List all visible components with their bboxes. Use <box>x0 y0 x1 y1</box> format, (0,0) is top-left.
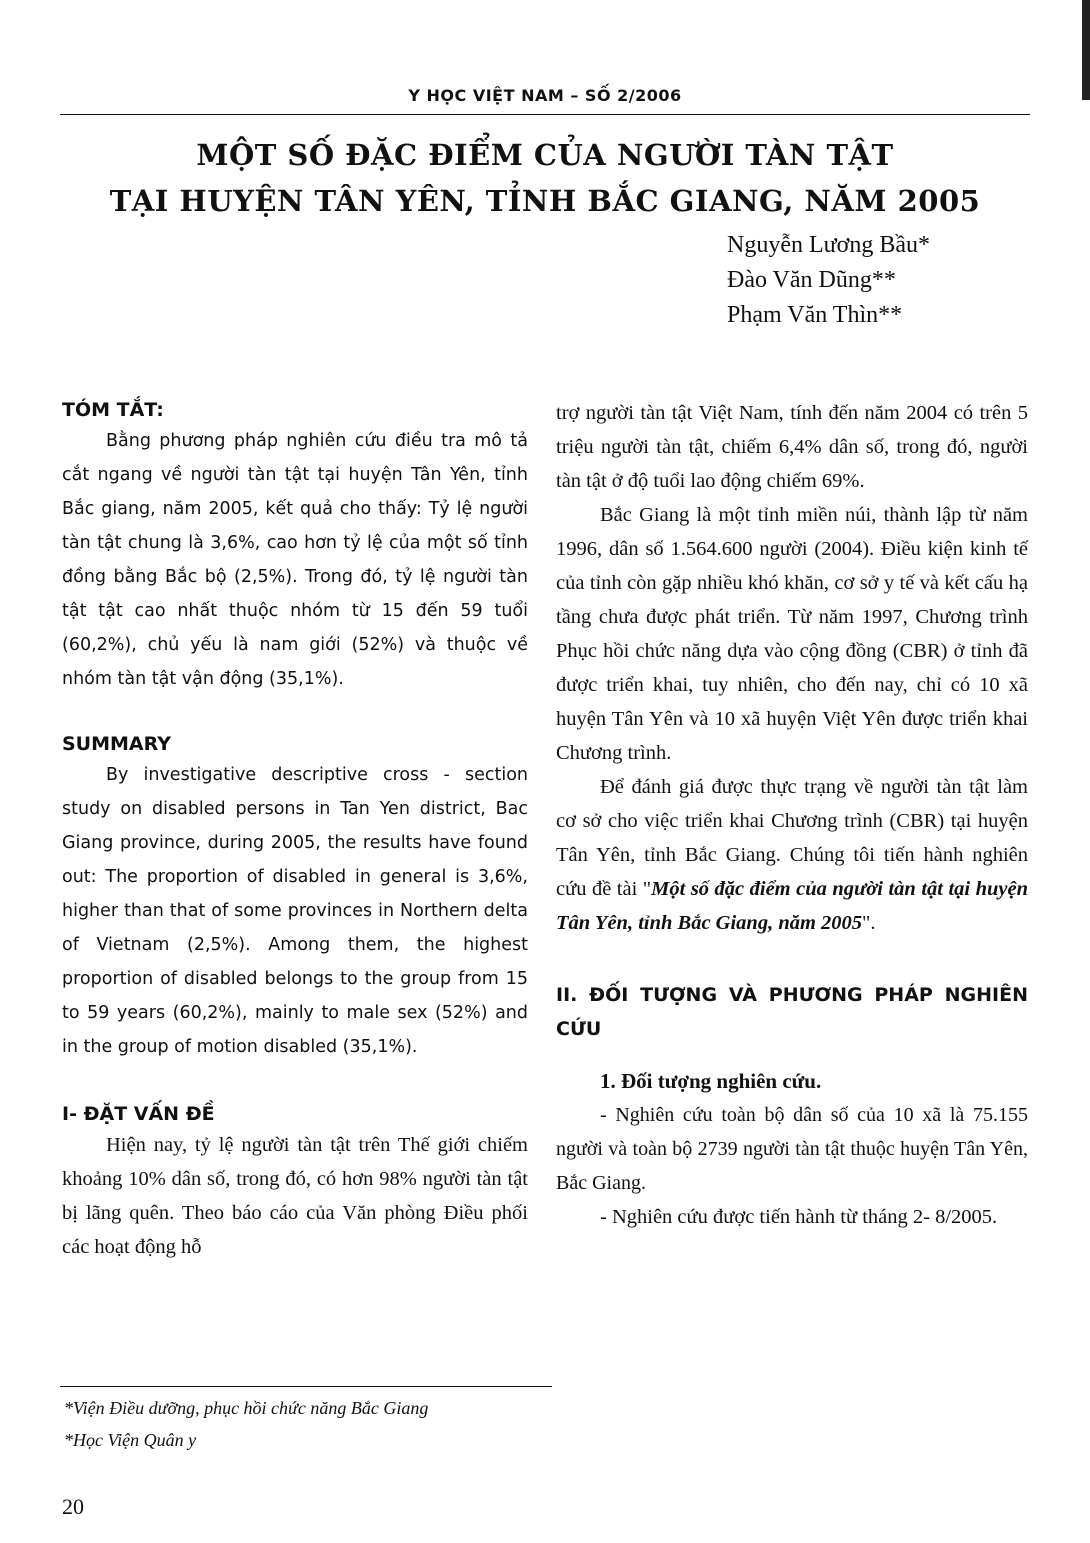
paragraph-3-end: ". <box>862 912 876 934</box>
section1-paragraph-1-continued: trợ người tàn tật Việt Nam, tính đến năm 2004 có trên 5 triệu người tàn tật, chiếm 6,4% dân số, trong đó, người tàn tật ở độ tuổi lao động chiếm 69%. <box>556 402 1028 492</box>
abstract-vi-text: Bằng phương pháp nghiên cứu điều tra mô tả cắt ngang về người tàn tật tại huyện Tân Yên, tỉnh Bắc giang, năm 2005, kết quả cho thấy: Tỷ lệ người tàn tật chung là 3,6%, cao hơn tỷ lệ của một số tỉnh đồng bằng Bắc bộ (2,5%). Trong đó, tỷ lệ người tàn tật tật cao nhất thuộc nhóm từ 15 đến 59 tuổi (60,2%), chủ yếu là nam giới (52%) và thuộc về nhóm tàn tật vận động (35,1%). <box>62 431 528 689</box>
author-1: Nguyễn Lương Bầu* <box>727 232 931 258</box>
author-2: Đào Văn Dũng** <box>727 267 896 293</box>
section1-paragraph-2: Bắc Giang là một tỉnh miền núi, thành lập từ năm 1996, dân số 1.564.600 người (2004). Điều kiện kinh tế của tỉnh còn gặp nhiều khó khăn, cơ sở y tế và kết cấu hạ tầng chưa được phát triển. Từ năm 1997, Chương trình Phục hồi chức năng dựa vào cộng đồng (CBR) ở tỉnh đã được triển khai, tuy nhiên, cho đến nay, chỉ có 10 xã huyện Tân Yên và 10 xã huyện Việt Yên được triển khai Chương trình. <box>556 504 1028 764</box>
title-line-2: TẠI HUYỆN TÂN YÊN, TỈNH BẮC GIANG, NĂM 2005 <box>109 184 981 218</box>
author-3: Phạm Văn Thìn** <box>727 302 903 328</box>
subsection-1-item-1: - Nghiên cứu toàn bộ dân số của 10 xã là 75.155 người và toàn bộ 2739 người tàn tật thuộc huyện Tân Yên, Bắc Giang. <box>556 1104 1028 1194</box>
paragraph-3-lead: Để đánh giá được thực trạng về người tàn tật làm cơ sở cho việc triển khai Chương trình (CBR) tại huyện Tân Yên, tỉnh Bắc Giang. Chúng tôi tiến hành nghiên cứu đề tài " <box>556 776 1028 900</box>
abstract-vi-heading: TÓM TẮT: <box>62 399 164 421</box>
footnote-1: *Viện Điều dưỡng, phục hồi chức năng Bắc Giang <box>64 1398 429 1418</box>
study-topic: Một số đặc điểm của người tàn tật tại huyện Tân Yên, tỉnh Bắc Giang, năm 2005 <box>556 878 1028 934</box>
subsection-1-item-2: - Nghiên cứu được tiến hành từ tháng 2- 8/2005. <box>600 1206 998 1228</box>
author-list <box>727 228 1047 333</box>
subsection-1-heading: 1. Đối tượng nghiên cứu. <box>600 1069 822 1093</box>
section1-paragraph-3 <box>556 770 1028 940</box>
header-rule <box>60 114 1030 115</box>
footnote-2: *Học Viện Quân y <box>64 1430 197 1450</box>
section1-heading: I- ĐẶT VẤN ĐỀ <box>62 1103 215 1125</box>
scan-edge-mark <box>1082 0 1090 100</box>
article-title <box>40 132 1050 224</box>
right-column <box>556 396 1028 1234</box>
journal-header: Y HỌC VIỆT NAM – SỐ 2/2006 <box>408 86 682 105</box>
footnote-rule <box>60 1386 552 1387</box>
footnotes <box>64 1392 564 1456</box>
section1-paragraph-1: Hiện nay, tỷ lệ người tàn tật trên Thế giới chiếm khoảng 10% dân số, trong đó, có hơn 98% người tàn tật bị lãng quên. Theo báo cáo của Văn phòng Điều phối các hoạt động hỗ <box>62 1134 528 1258</box>
summary-text: By investigative descriptive cross - section study on disabled persons in Tan Yen district, Bac Giang province, during 2005, the results have found out: The proportion of disabled in general is 3,6%, higher than that of some provinces in Northern delta of Vietnam (2,5%). Among them, the highest proportion of disabled belongs to the group from 15 to 59 years (60,2%), mainly to male sex (52%) and in the group of motion disabled (35,1%). <box>62 765 528 1057</box>
summary-heading: SUMMARY <box>62 733 171 755</box>
left-column <box>62 396 528 1264</box>
page-number: 20 <box>62 1494 84 1519</box>
title-line-1: MỘT SỐ ĐẶC ĐIỂM CỦA NGƯỜI TÀN TẬT <box>196 138 894 172</box>
section2-heading: II. ĐỐI TƯỢNG VÀ PHƯƠNG PHÁP NGHIÊN CỨU <box>556 984 1028 1040</box>
